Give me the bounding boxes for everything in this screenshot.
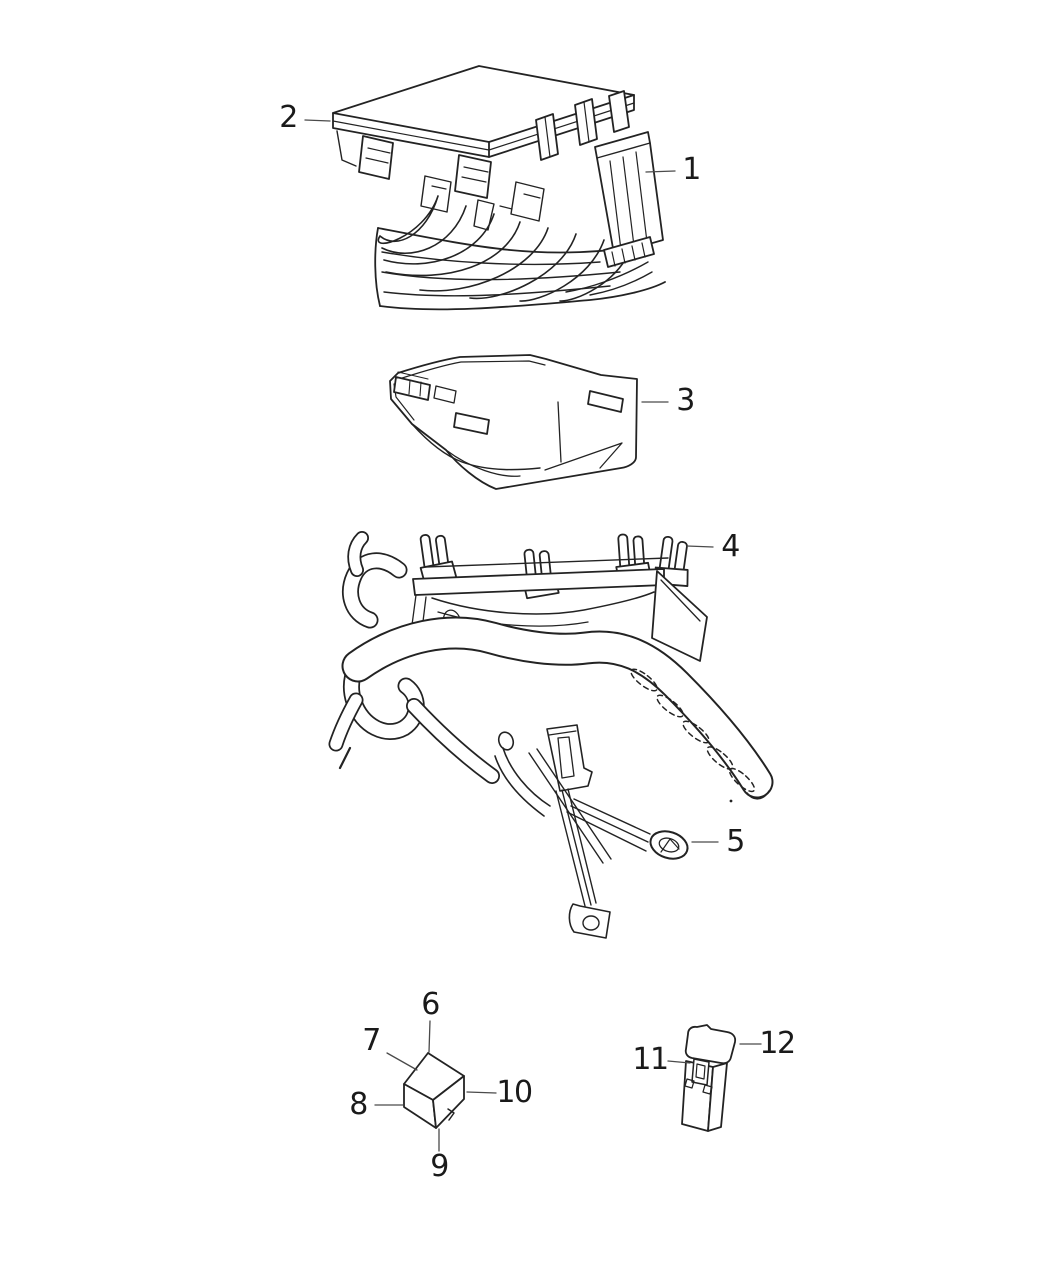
part-cover [390,355,637,489]
callout-label-12[interactable]: 12 [759,1026,795,1061]
callout-label-10[interactable]: 10 [496,1075,532,1110]
callout-2-leader [305,120,330,121]
part-bracket-harness-assembly [336,531,769,802]
part-mounting-bracket [495,725,691,938]
callout-label-7[interactable]: 7 [362,1023,380,1058]
callout-label-2[interactable]: 2 [279,100,297,135]
callout-label-4[interactable]: 4 [721,529,739,564]
callout-label-9[interactable]: 9 [430,1149,448,1184]
part-power-module-assembly [333,66,665,309]
callout-label-8[interactable]: 8 [349,1087,367,1122]
callout-7-leader [387,1053,417,1070]
part-relay-module [682,1025,735,1131]
callout-4-leader [687,546,713,547]
part-relay-cube [404,1053,464,1128]
callout-10-leader [467,1092,496,1093]
side-connector-block [595,132,663,267]
callout-label-3[interactable]: 3 [676,383,694,418]
callout-label-6[interactable]: 6 [421,987,439,1022]
callout-6-leader [429,1021,430,1052]
callout-label-11[interactable]: 11 [632,1042,668,1077]
clip-1 [416,531,456,583]
callout-label-5[interactable]: 5 [726,824,744,859]
callout-label-1[interactable]: 1 [682,152,700,187]
